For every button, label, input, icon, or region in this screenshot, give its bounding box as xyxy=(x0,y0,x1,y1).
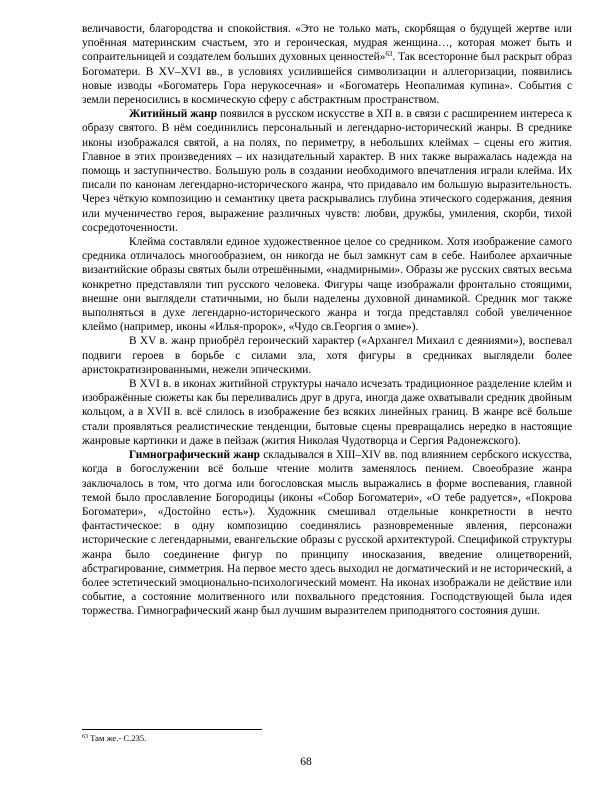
paragraph-3 xyxy=(82,235,572,334)
paragraph-2 xyxy=(82,107,572,235)
paragraph-1-tail: . Так всесторонне был раскрыт образ Богоматери. В XV–XVI вв., в условиях усилившейся символизации и аллегоризации, появились новые изводы «Богоматерь Гора нерукосечная» и «Богоматерь Неопалимая купина». События с земли переносились в космическую сферу с абстрактным пространством. xyxy=(82,51,572,107)
paragraph-1-text: величавости, благородства и спокойствия. «Это не только мать, скорбящая о будущей жертве или упоённая материнским счастьем, это и героическая, мудрая женщина…, которая может быть и сопраительницей и создателем больших духовных ценностей» xyxy=(82,23,572,64)
paragraph-4-text: В XV в. жанр приобрёл героический характер («Архангел Михаил с деяниями»), воспевал подвиги героев в борьбе с силами зла, хотя фигуры в средниках выглядели более аристократизированными, нежели эпическими. xyxy=(82,335,572,376)
paragraph-5 xyxy=(82,377,572,448)
genre-heading-zhitiyny: Житийный жанр xyxy=(129,108,218,121)
paragraph-6-text: складывался в XIII–XIV вв. под влиянием сербского искусства, когда в богослужении всё больше чтение молитв заменялось пением. Своеобразие жанра заключалось в том, что догма или богословская мысль выражались в форме воспевания, главной темой было прославление Богородицы (иконы «Собор Богоматери», «О тебе радуется», «Покрова Богоматери», «Достойно есть»). Художник смешивал отдельные конкретности в нечто фантастическое: в одну композицию соединялись разновременные явления, персонажи исторические с легендарными, евангельские образы с русской архитектурой. Спецификой структуры жанра было соединение фигур по принципу иносказания, введение олицетворений, абстрагирование, симметрия. На первое место здесь выходил не догматический и не исторический, а более эстетический эмоционально-психологический момент. На иконах изображали не действие или событие, а состояние молитвенного или похвального предстояния. Господствующей была идея торжества. Гимнографический жанр был лучшим выразителем приподнятого состояния души. xyxy=(82,449,572,618)
paragraph-1 xyxy=(82,22,572,107)
footnote-divider xyxy=(82,729,262,730)
page-number: 68 xyxy=(300,756,312,768)
footnote xyxy=(82,733,146,743)
footnote-text: Там же.- С.235. xyxy=(88,733,147,743)
paragraph-3-text: Клейма составляли единое художественное целое со средником. Хотя изображение самого средника отличалось многообразием, он никогда не был замкнут сам в себе. Наиболее архаичные византийские образы святых были отрешёнными, «надмирными». Образы же русских святых весьма конкретно представляли тип русского человека. Фигуры чаще изображали фронтально стоящими, внешне они выглядели статичными, но были наделены духовной динамикой. Средник мог также выполняться в духе легендарно-исторического жанра и тогда представлял собой увеличенное клеймо (например, иконы «Илья-пророк», «Чудо св.Георгия о змие»). xyxy=(82,236,572,334)
footnote-number: 63 xyxy=(82,734,88,740)
paragraph-4 xyxy=(82,334,572,377)
paragraph-6 xyxy=(82,448,572,618)
paragraph-2-text: появился в русском искусстве в ХП в. в связи с расширением интереса к образу святого. В нём соединились персональный и легендарно-исторический жанры. В среднике иконы изображался святой, а на полях, по периметру, в небольших клеймах – сцены его жития. Главное в этих произведениях – их назидательный характер. В них также выражалась надежда на помощь и заступничество. Большую роль в создании необходимого впечатления играли клейма. Их писали по канонам легендарно-исторического жанра, что придавало им большую выразительность. Через чёткую композицию и семантику цвета раскрывались глубина этического содержания, деяния или мученичество героя, выражение различных чувств: любви, дружбы, умиления, скорби, тихой сосредоточенности. xyxy=(82,108,573,234)
page-body xyxy=(82,22,572,619)
footnote-ref[interactable]: 63 xyxy=(385,50,393,59)
genre-heading-gimnografichesky: Гимнографический жанр xyxy=(129,449,260,462)
paragraph-5-text: В XVI в. в иконах житийной структуры начало исчезать традиционное разделение клейм и изображённые сюжеты как бы переливались друг в друга, иногда даже охватывали средник двойным кольцом, а в XVII в. всё слилось в изображение без всяких линейных границ. В жанре всё больше стали проявляться реалистические тенденции, бытовые сцены превращались нередко в настоящие жанровые картинки и даже в пейзаж (жития Николая Чудотворца и Сергия Радонежского). xyxy=(82,378,572,447)
